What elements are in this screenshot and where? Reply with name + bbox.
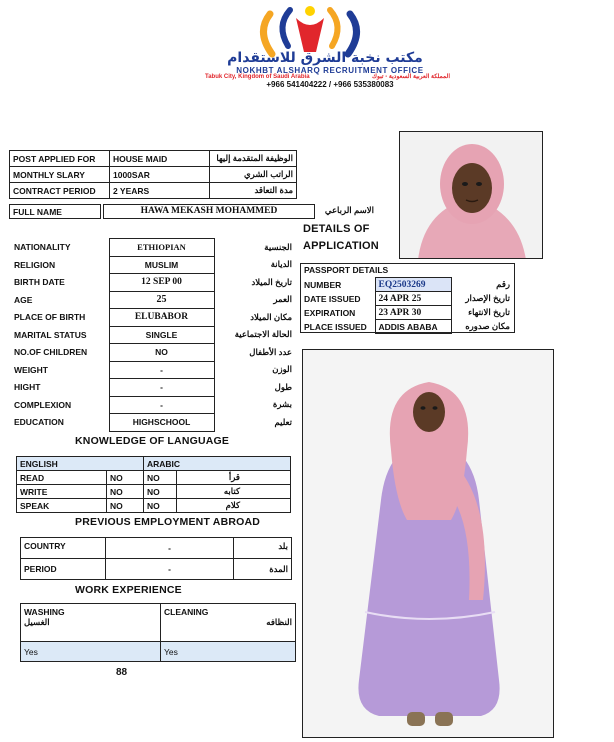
write-english: NO	[107, 485, 144, 499]
office-address-arabic: المملكة العربية السعودية - تبوك	[372, 74, 450, 80]
weight-label: WEIGHT	[14, 364, 48, 375]
full-name-label: FULL NAME	[9, 204, 101, 219]
children-label: NO.OF CHILDREN	[14, 347, 88, 358]
job-table	[9, 150, 297, 199]
weight-value: -	[109, 361, 214, 379]
write-label: WRITE	[17, 485, 107, 499]
job-period-ar: مدة التعاقد	[210, 183, 297, 199]
washing-cell	[21, 604, 161, 642]
marital-status-ar: الحالة الاجتماعية	[234, 329, 292, 340]
age-label: AGE	[14, 294, 33, 305]
work-experience-title: WORK EXPERIENCE	[75, 584, 182, 596]
language-title: KNOWLEDGE OF LANGUAGE	[75, 435, 230, 447]
job-post-label: POST APPLIED FOR	[10, 151, 110, 167]
complexion-value: -	[109, 396, 214, 414]
read-english: NO	[107, 471, 144, 485]
job-post-ar: الوظيفة المتقدمة إليها	[210, 151, 297, 167]
country-ar: بلد	[234, 538, 292, 559]
washing-value: Yes	[21, 642, 161, 662]
job-period-value: 2 YEARS	[110, 183, 210, 199]
religion-ar: الديانة	[270, 259, 292, 270]
full-name-value: HAWA MEKASH MOHAMMED	[103, 204, 315, 219]
passport-expiration-value: 23 APR 30	[375, 306, 451, 320]
job-salary-ar: الراتب الشري	[210, 167, 297, 183]
full-name-ar: الاسم الرباعي	[324, 205, 374, 215]
speak-label: SPEAK	[17, 499, 107, 513]
height-ar: طول	[274, 381, 292, 392]
portrait-photo	[399, 131, 543, 259]
birth-date-ar: تاريخ الميلاد	[251, 276, 292, 287]
passport-expiration-label: EXPIRATION	[304, 307, 356, 318]
cleaning-ar: النظافه	[266, 617, 292, 627]
education-value: HIGHSCHOOL	[109, 414, 214, 432]
passport-number-value: EQ2503269	[375, 278, 451, 292]
place-of-birth-ar: مكان الميلاد	[250, 311, 292, 322]
previous-employment-title: PREVIOUS EMPLOYMENT ABROAD	[75, 516, 261, 528]
age-ar: العمر	[273, 294, 292, 305]
write-arabic: NO	[144, 485, 177, 499]
religion-value: MUSLIM	[109, 256, 214, 274]
height-value: -	[109, 379, 214, 397]
previous-employment-table	[20, 537, 292, 580]
personal-table	[11, 238, 295, 432]
marital-status-value: SINGLE	[109, 326, 214, 344]
read-label: READ	[17, 471, 107, 485]
passport-table	[301, 277, 513, 334]
office-name-english: NOKHBT ALSHARQ RECRUITMENT OFFICE	[236, 66, 424, 75]
office-address-english: Tabuk City, Kingdom of Saudi Arabia	[205, 74, 310, 80]
passport-place-label: PLACE ISSUED	[304, 321, 367, 332]
passport-title: PASSPORT DETAILS	[304, 265, 389, 275]
education-ar: تعليم	[274, 416, 292, 427]
office-phones: +966 541404222 / +966 535380083	[266, 80, 394, 89]
birth-date-label: BIRTH DATE	[14, 277, 65, 288]
country-value: -	[106, 538, 234, 559]
details-title-line1: DETAILS OF	[303, 223, 370, 235]
cleaning-cell	[161, 604, 296, 642]
speak-ar: كلام	[177, 499, 291, 513]
speak-english: NO	[107, 499, 144, 513]
washing-ar: الغسيل	[24, 617, 50, 627]
job-salary-label: MONTHLY SLARY	[10, 167, 110, 183]
passport-place-value: ADDIS ABABA	[375, 320, 451, 334]
language-arabic-header: ARABIC	[144, 457, 291, 471]
passport-number-label: NUMBER	[304, 279, 342, 290]
passport-issued-value: 24 APR 25	[375, 292, 451, 306]
height-label: HIGHT	[14, 382, 41, 393]
full-body-photo	[302, 349, 554, 738]
complexion-ar: بشرة	[272, 399, 292, 410]
job-salary-value: 1000SAR	[110, 167, 210, 183]
children-value: NO	[109, 344, 214, 362]
cleaning-value: Yes	[161, 642, 296, 662]
religion-label: RELIGION	[14, 259, 56, 270]
place-of-birth-value: ELUBABOR	[109, 309, 214, 327]
country-label: COUNTRY	[21, 538, 106, 559]
job-post-value: HOUSE MAID	[110, 151, 210, 167]
nationality-ar: الجنسية	[264, 241, 292, 252]
language-english-header: ENGLISH	[17, 457, 144, 471]
nationality-value: ETHIOPIAN	[109, 239, 214, 257]
children-ar: عدد الأطفال	[249, 346, 292, 357]
page-number: 88	[116, 667, 128, 678]
passport-expiration-ar: تاريخ الانتهاء	[468, 307, 510, 317]
nationality-label: NATIONALITY	[14, 242, 71, 253]
place-of-birth-label: PLACE OF BIRTH	[14, 312, 86, 323]
cleaning-label: CLEANING	[164, 607, 209, 617]
write-ar: كتابه	[177, 485, 291, 499]
period-ar: المدة	[234, 559, 292, 580]
office-name-arabic: مكتب نخبة الشرق للاستقدام	[227, 50, 423, 66]
read-arabic: NO	[144, 471, 177, 485]
work-experience-table	[20, 603, 296, 662]
age-value: 25	[109, 291, 214, 309]
birth-date-value: 12 SEP 00	[109, 274, 214, 292]
language-table	[16, 456, 291, 513]
education-label: EDUCATION	[14, 417, 64, 428]
period-value: -	[106, 559, 234, 580]
marital-status-label: MARITAL STATUS	[14, 329, 87, 340]
passport-issued-ar: تاريخ الإصدار	[465, 293, 510, 303]
passport-issued-label: DATE ISSUED	[304, 293, 361, 304]
details-title-line2: APPLICATION	[303, 240, 379, 252]
washing-label: WASHING	[24, 607, 65, 617]
speak-arabic: NO	[144, 499, 177, 513]
period-label: PERIOD	[21, 559, 106, 580]
weight-ar: الوزن	[272, 364, 292, 375]
job-period-label: CONTRACT PERIOD	[10, 183, 110, 199]
complexion-label: COMPLEXION	[14, 399, 72, 410]
passport-number-ar: رقم	[496, 279, 510, 289]
read-ar: قرأ	[177, 471, 291, 485]
passport-place-ar: مكان صدوره	[465, 321, 510, 331]
